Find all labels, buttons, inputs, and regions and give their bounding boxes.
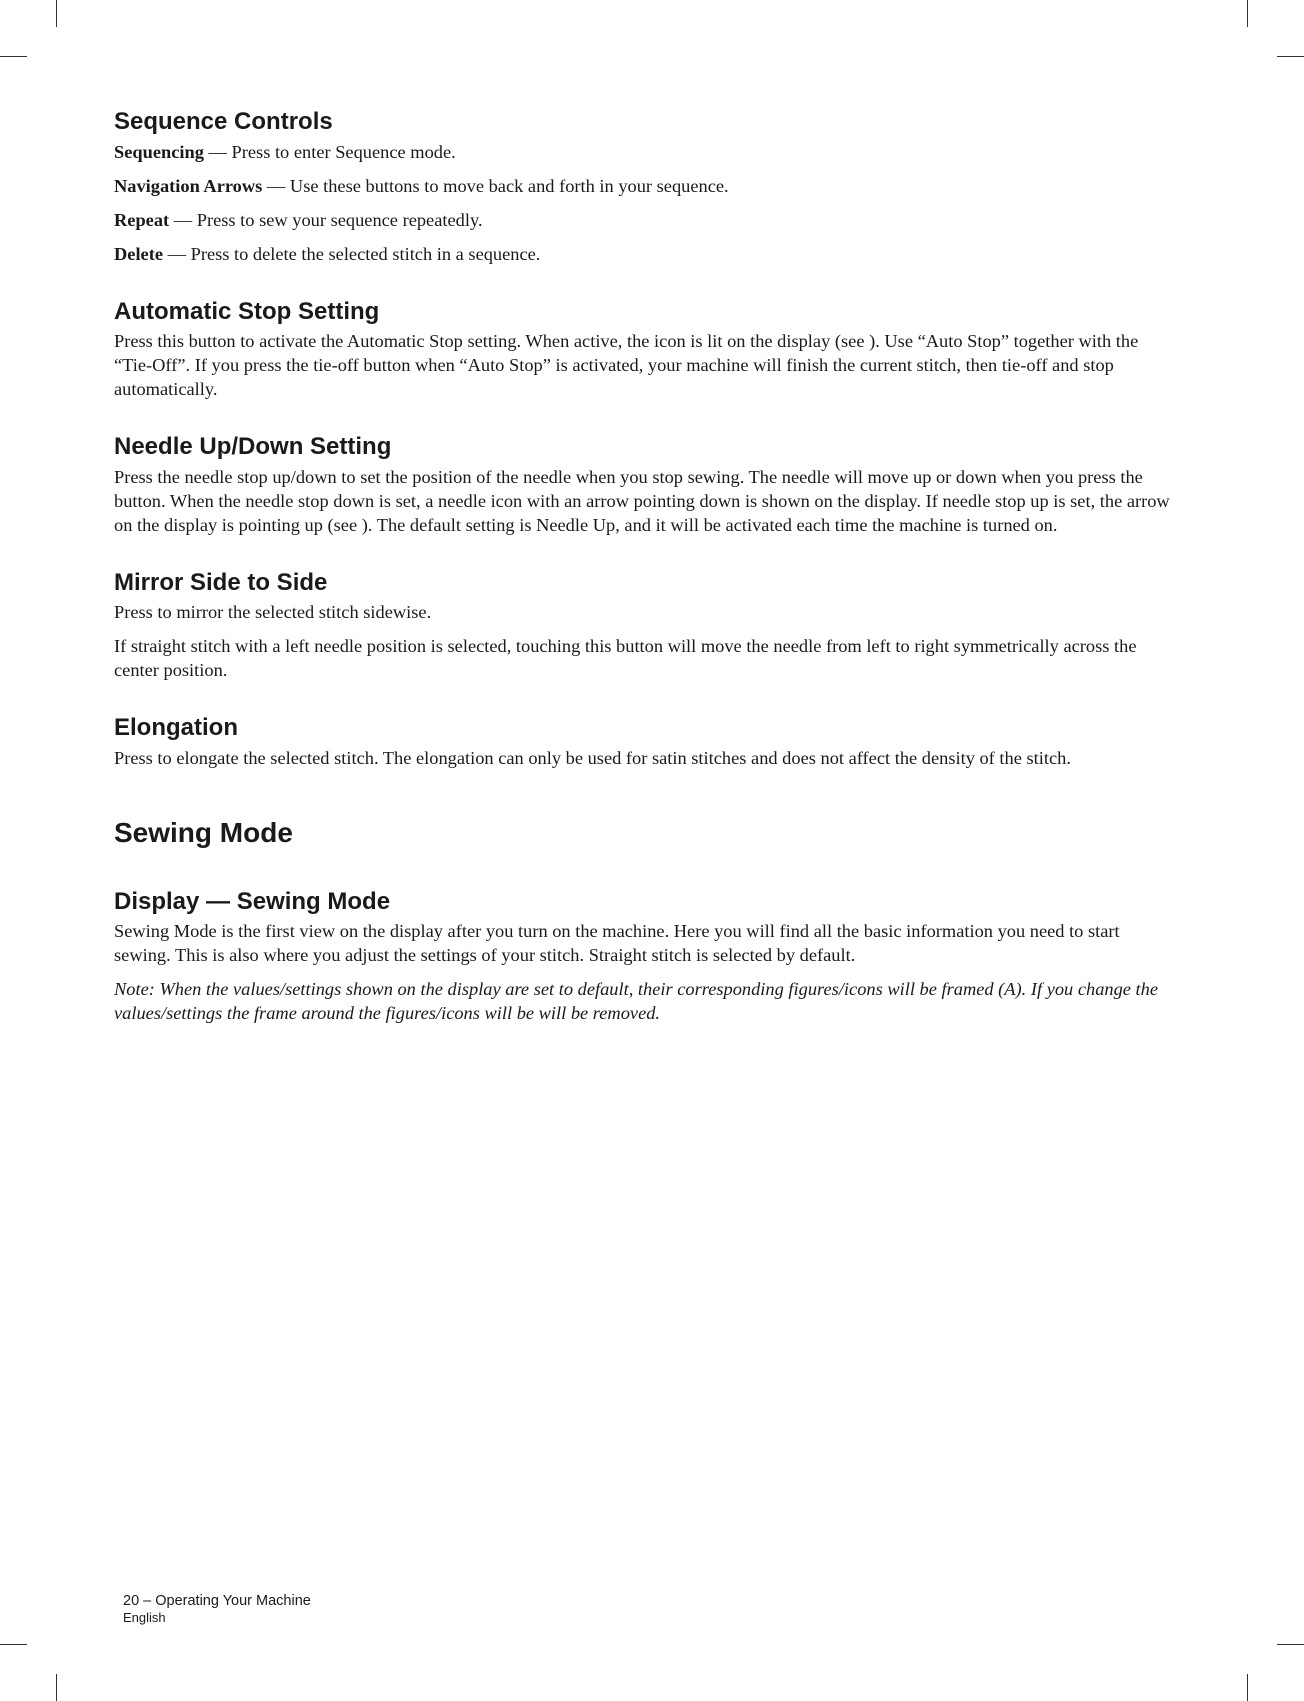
sequence-item-delete — [114, 242, 1174, 266]
page-footer — [123, 1593, 311, 1625]
crop-mark — [56, 1674, 57, 1701]
mirror-body-1: Press to mirror the selected stitch sidewise. — [114, 602, 432, 623]
section-heading-display-sewing-mode: Display — Sewing Mode — [114, 887, 391, 915]
section-heading-mirror: Mirror Side to Side — [114, 568, 328, 596]
page-content — [114, 108, 1174, 1035]
crop-mark — [1277, 56, 1304, 57]
section-heading-sequence-controls: Sequence Controls — [114, 108, 333, 135]
definition: — Press to sew your sequence repeatedly. — [169, 209, 483, 230]
sequence-item-sequencing — [114, 140, 1174, 164]
term: Repeat — [114, 209, 170, 230]
footer-language: English — [123, 1610, 166, 1625]
display-sewing-mode-note: Note: When the values/settings shown on the display are set to default, their corresponding figures/icons will be framed (A). If you change the values/settings the frame around the figures/icons will be will be removed. — [114, 979, 1159, 1024]
crop-mark — [0, 1644, 27, 1645]
crop-mark — [56, 0, 57, 27]
needle-updown-body: Press the needle stop up/down to set the position of the needle when you stop sewing. The needle will move up or down when you press the button. When the needle stop down is set, a needle icon with an arrow pointing down is shown on the display. If needle stop up is set, the arrow on the display is pointing up (see ). The default setting is Needle Up, and it will be activated each time the machine is turned on. — [114, 466, 1170, 535]
crop-mark — [1277, 1644, 1304, 1645]
mirror-body-2: If straight stitch with a left needle position is selected, touching this button will move the needle from left to right symmetrically across the center position. — [114, 636, 1137, 681]
term: Navigation Arrows — [114, 175, 263, 196]
term: Sequencing — [114, 141, 204, 162]
crop-mark — [1247, 1674, 1248, 1701]
sequence-item-repeat — [114, 208, 1174, 232]
footer-page-label: 20 – Operating Your Machine — [123, 1593, 311, 1609]
definition: — Press to delete the selected stitch in a sequence. — [163, 243, 541, 264]
sequence-item-navigation-arrows — [114, 174, 1174, 198]
section-heading-needle-updown: Needle Up/Down Setting — [114, 433, 392, 461]
automatic-stop-body: Press this button to activate the Automatic Stop setting. When active, the icon is lit on the display (see ). Use “Auto Stop” together with the “Tie-Off”. If you press the tie-off button when “Auto Stop” is activated, your machine will finish the current stitch, then tie-off and stop automatically. — [114, 331, 1139, 400]
definition: — Press to enter Sequence mode. — [203, 141, 456, 162]
section-heading-elongation: Elongation — [114, 714, 238, 742]
display-sewing-mode-body: Sewing Mode is the first view on the display after you turn on the machine. Here you will find all the basic information you need to start sewing. This is also where you adjust the settings of your stitch. Straight stitch is selected by default. — [114, 921, 1120, 966]
elongation-body: Press to elongate the selected stitch. The elongation can only be used for satin stitches and does not affect the density of the stitch. — [114, 747, 1071, 768]
definition: — Use these buttons to move back and forth in your sequence. — [262, 175, 729, 196]
crop-mark — [1247, 0, 1248, 27]
chapter-title: Sewing Mode — [114, 816, 293, 848]
section-heading-automatic-stop: Automatic Stop Setting — [114, 297, 380, 325]
crop-mark — [0, 56, 27, 57]
term: Delete — [114, 243, 164, 264]
